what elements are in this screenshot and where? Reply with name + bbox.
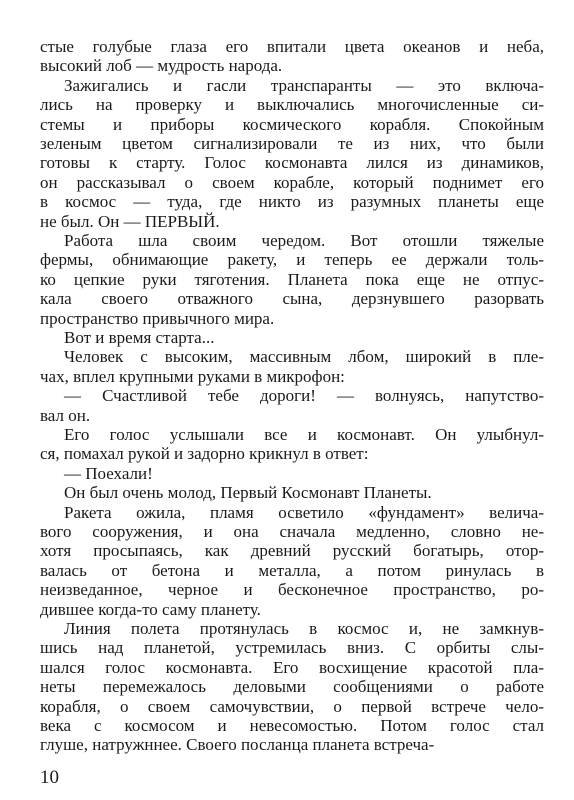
text-line: хотя просыпаясь, как древний русский богатырь, отор- — [40, 541, 544, 561]
text-line: — Поехали! — [64, 463, 153, 483]
text-line: высокий лоб — мудрость народа. — [40, 56, 283, 76]
text-line: Работа шла своим чередом. Вот отошли тяжелые — [64, 231, 544, 250]
text-line: Линия полета протянулась в космос и, не замкнув- — [64, 619, 544, 638]
text-line: — Счастливой тебе дороги! — волнуясь, напутство- — [64, 386, 544, 406]
text-line: он рассказывал о своем корабле, который поднимет его — [40, 172, 544, 192]
text-line: Вот и время старта... — [64, 328, 215, 347]
text-line: вал он. — [40, 405, 91, 425]
text-line: века с космосом и невесомостью. Потом голос стал — [40, 716, 544, 735]
page-number: 10 — [40, 767, 59, 788]
text-line: дившее когда-то саму планету. — [40, 599, 261, 619]
text-line: чах, вплел крупными руками в микрофон: — [40, 366, 345, 386]
text-line: Он был очень молод, Первый Космонавт Планеты. — [64, 483, 432, 503]
text-line: валась от бетона и металла, а потом ринулась в — [40, 560, 544, 580]
text-line: шись над планетой, устремилась вниз. С орбиты слы- — [40, 638, 544, 658]
text-line: ся, помахал рукой и задорно крикнул в ответ: — [40, 444, 369, 464]
text-line: пространство привычного мира. — [40, 308, 275, 328]
text-line: стемы и приборы космического корабля. Спокойным — [40, 114, 544, 134]
text-line: в космос — туда, где никто из разумных планеты еще — [40, 192, 544, 212]
text-line: лись на проверку и выключались многочисленные си- — [40, 95, 544, 115]
text-line: не был. Он — ПЕРВЫЙ. — [40, 211, 220, 231]
text-line: неизведанное, черное и бесконечное пространство, ро- — [40, 580, 544, 600]
text-line: неты перемежалось деловыми сообщениями о работе — [40, 677, 544, 697]
text-line: корабля, о своем самочувствии, о первой встрече чело- — [40, 696, 544, 716]
text-line: шался голос космонавта. Его восхищение красотой пла- — [40, 657, 544, 677]
text-line: глуше, натружннее. Своего посланца планета встреча- — [40, 735, 435, 755]
text-line: фермы, обнимающие ракету, и теперь ее держали толь- — [40, 250, 544, 270]
text-line: зеленым цветом сигнализировали те из них, что были — [40, 134, 544, 153]
text-line: ко цепкие руки тяготения. Планета пока еще не отпус- — [40, 269, 544, 289]
text-line: готовы к старту. Голос космонавта лился из динамиков, — [40, 153, 544, 173]
text-line: вого сооружения, и она сначала медленно, словно не- — [40, 522, 544, 541]
text-line: Зажигались и гасли транспаранты — это включа- — [64, 75, 544, 95]
text-line: кала своего отважного сына, дерзнувшего разорвать — [40, 289, 544, 309]
text-line: Человек с высоким, массивным лбом, широкий в пле- — [64, 347, 544, 367]
text-line: стые голубые глаза его впитали цвета океанов и неба, — [40, 37, 544, 56]
text-line: Ракета ожила, пламя осветило «фундамент» велича- — [64, 502, 544, 522]
text-line: Его голос услышали все и космонавт. Он улыбнул- — [64, 425, 544, 444]
